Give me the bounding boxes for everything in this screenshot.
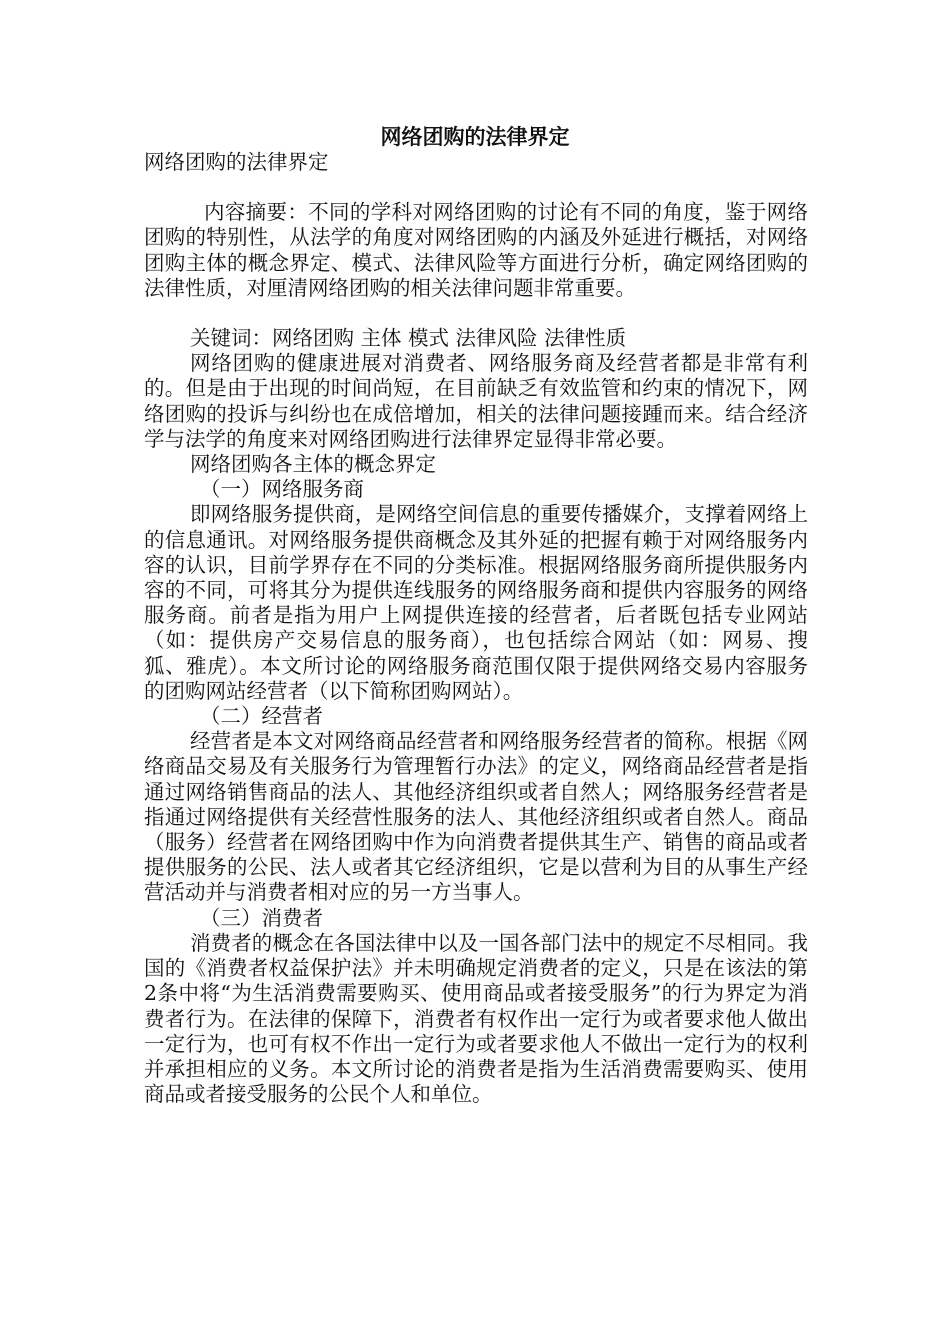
keywords-line: 关键词：网络团购 主体 模式 法律风险 法律性质 bbox=[190, 326, 627, 351]
subsection-heading-3: （三）消费者 bbox=[200, 905, 323, 930]
intro-paragraph: 网络团购的健康进展对消费者、网络服务商及经营者都是非常有利的。但是由于出现的时间尚短，在目前缺乏有效监管和约束的情况下，网络团购的投诉与纠纷也在成倍增加，相关的法律问题接踵而来。结合经济学与法学的角度来对网络团购进行法律界定显得非常必要。 bbox=[144, 351, 808, 451]
subsection-paragraph-1: 即网络服务提供商，是网络空间信息的重要传播媒介，支撑着网络上的信息通讯。对网络服务提供商概念及其外延的把握有赖于对网络服务内容的认识，目前学界存在不同的分类标准。根据网络服务商所提供服务内容的不同，可将其分为提供连线服务的网络服务商和提供内容服务的网络服务商。前者是指为用户上网提供连接的经营者，后者既包括专业网站（如：提供房产交易信息的服务商），也包括综合网站（如：网易、搜狐、雅虎）。本文所讨论的网络服务商范围仅限于提供网络交易内容服务的团购网站经营者（以下简称团购网站）。 bbox=[144, 502, 808, 703]
subsection-paragraph-3: 消费者的概念在各国法律中以及一国各部门法中的规定不尽相同。我国的《消费者权益保护法》并未明确规定消费者的定义，只是在该法的第2条中将“为生活消费需要购买、使用商品或者接受服务”的行为界定为消费者行为。在法律的保障下，消费者有权作出一定行为或者要求他人做出一定行为，也可有权不作出一定行为或者要求他人不做出一定行为的权利并承担相应的义务。本文所讨论的消费者是指为生活消费需要购买、使用商品或者接受服务的公民个人和单位。 bbox=[144, 930, 808, 1107]
subsection-heading-1: （一）网络服务商 bbox=[200, 477, 364, 502]
subsection-heading-2: （二）经营者 bbox=[200, 704, 323, 729]
document-title: 网络团购的法律界定 bbox=[380, 124, 570, 149]
abstract-paragraph: 内容摘要：不同的学科对网络团购的讨论有不同的角度，鉴于网络团购的特别性，从法学的角度对网络团购的内涵及外延进行概括，对网络团购主体的概念界定、模式、法律风险等方面进行分析，确定网络团购的法律性质，对厘清网络团购的相关法律问题非常重要。 bbox=[144, 200, 808, 300]
document-subtitle: 网络团购的法律界定 bbox=[144, 150, 329, 174]
subsection-paragraph-2: 经营者是本文对网络商品经营者和网络服务经营者的简称。根据《网络商品交易及有关服务行为管理暂行办法》的定义，网络商品经营者是指通过网络销售商品的法人、其他经济组织或者自然人；网络服务经营者是指通过网络提供有关经营性服务的法人、其他经济组织或者自然人。商品（服务）经营者在网络团购中作为向消费者提供其生产、销售的商品或者提供服务的公民、法人或者其它经济组织，它是以营利为目的从事生产经营活动并与消费者相对应的另一方当事人。 bbox=[144, 729, 808, 905]
document-body bbox=[144, 150, 808, 1107]
section-heading: 网络团购各主体的概念界定 bbox=[190, 452, 436, 477]
